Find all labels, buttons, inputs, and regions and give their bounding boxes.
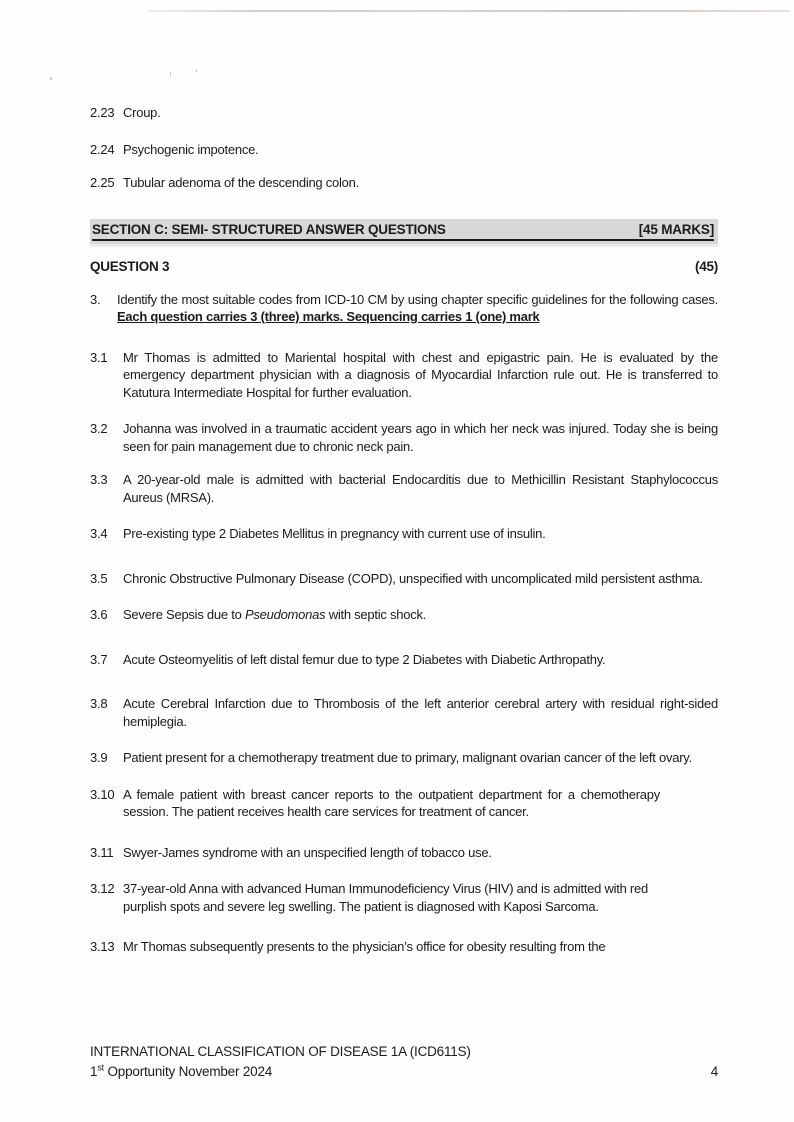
item-text: Patient present for a chemotherapy treatment due to primary, malignant ovarian cancer of the left ovary. [123, 750, 692, 765]
section-header-bar [90, 219, 718, 245]
question-item-3-11 [90, 844, 718, 862]
item-number: 2.25 [90, 175, 115, 190]
question-item-3-6 [90, 606, 718, 624]
scan-speck [196, 69, 197, 72]
question-heading [90, 258, 718, 276]
scan-artifact-line [148, 10, 790, 12]
question-title: QUESTION 3 [90, 259, 170, 274]
footer-opportunity-rest: Opportunity November 2024 [103, 1064, 273, 1079]
intro-text-plain: Identify the most suitable codes from ICD-10 CM by using chapter specific guidelines for the following cases. [117, 291, 718, 307]
item-text: Pre-existing type 2 Diabetes Mellitus in pregnancy with current use of insulin. [123, 526, 546, 541]
item-number: 3. [90, 291, 101, 307]
item-text: Psychogenic impotence. [123, 141, 259, 157]
item-text-post: with septic shock. [325, 607, 427, 622]
item-text: A 20-year-old male is admitted with bacterial Endocarditis due to Methicillin Resistant Staphylococcus Aureus (MRSA). [123, 472, 718, 505]
section-header-inner [92, 221, 714, 242]
question-item-3-7 [90, 651, 718, 669]
question-intro [90, 291, 718, 326]
footer-course-title: INTERNATIONAL CLASSIFICATION OF DISEASE 1A (ICD611S) [90, 1044, 471, 1059]
item-text: Tubular adenoma of the descending colon. [123, 175, 359, 190]
item-number: 3.6 [90, 607, 108, 622]
question-item-3-13 [90, 938, 718, 956]
question-item-3-5 [90, 570, 718, 588]
item-text: Johanna was involved in a traumatic accident years ago in which her neck was injured. Today she is being seen for pain management due to chronic neck pain. [123, 421, 718, 454]
item-number: 3.10 [90, 786, 115, 802]
item-number: 3.11 [90, 844, 114, 860]
page-number: 4 [710, 1064, 718, 1079]
item-text: Chronic Obstructive Pulmonary Disease (COPD), unspecified with uncomplicated mild persistent asthma. [123, 570, 703, 586]
item-number: 3.1 [90, 349, 108, 365]
list-item-2-23 [90, 104, 718, 122]
item-text: Acute Cerebral Infarction due to Thrombosis of the left anterior cerebral artery with residual right-sided hemiplegia. [123, 696, 718, 729]
item-number: 3.12 [90, 881, 115, 896]
item-number: 3.4 [90, 526, 108, 541]
footer-row [90, 1062, 718, 1082]
question-item-3-10 [90, 786, 718, 821]
footer-opportunity [90, 1062, 272, 1082]
scan-speck [170, 72, 171, 76]
item-text: A female patient with breast cancer reports to the outpatient department for a chemotherapy session. The patient receives health care services for treatment of cancer. [123, 786, 660, 819]
footer-opportunity-number: 1 [90, 1064, 98, 1079]
item-number: 3.9 [90, 750, 108, 765]
item-text: Acute Osteomyelitis of left distal femur due to type 2 Diabetes with Diabetic Arthropathy. [123, 651, 606, 667]
list-item-2-24 [90, 141, 718, 159]
question-item-3-4 [90, 525, 718, 543]
question-item-3-1 [90, 349, 718, 402]
question-item-3-12 [90, 880, 718, 915]
question-item-3-2 [90, 420, 718, 455]
section-marks: [45 MARKS] [638, 221, 714, 237]
item-number: 3.7 [90, 651, 108, 667]
question-item-3-3 [90, 471, 718, 506]
item-number: 3.13 [90, 939, 115, 954]
item-number: 2.23 [90, 105, 115, 120]
question-marks: (45) [694, 259, 718, 274]
item-text-pre: Severe Sepsis due to [123, 607, 245, 622]
intro-text [117, 291, 718, 326]
item-number: 3.3 [90, 472, 108, 487]
question-item-3-8 [90, 695, 718, 730]
page-footer [90, 1042, 718, 1082]
item-text: Mr Thomas is admitted to Mariental hospital with chest and epigastric pain. He is evaluated by the emergency department physician with a diagnosis of Myocardial Infarction rule out. He is transferred to Katutura Intermediate Hospital for further evaluation. [123, 349, 718, 400]
item-text: Croup. [123, 105, 161, 120]
section-title: SECTION C: SEMI- STRUCTURED ANSWER QUESTIONS [92, 221, 446, 237]
item-number: 3.2 [90, 421, 108, 436]
item-number: 3.5 [90, 570, 108, 586]
item-text: Mr Thomas subsequently presents to the physician’s office for obesity resulting from the [123, 939, 606, 954]
question-item-3-9 [90, 749, 718, 767]
item-text-italic: Pseudomonas [244, 607, 326, 622]
item-number: 3.8 [90, 696, 108, 711]
intro-text-emphasis: Each question carries 3 (three) marks. Sequencing carries 1 (one) mark [117, 309, 540, 324]
item-text [123, 606, 718, 624]
page-content [90, 104, 718, 956]
item-number: 2.24 [90, 141, 115, 157]
list-item-2-25 [90, 174, 718, 192]
scan-speck [49, 77, 52, 81]
footer-opportunity-sup: st [97, 1062, 104, 1073]
item-text: 37-year-old Anna with advanced Human Immunodeficiency Virus (HIV) and is admitted with red purplish spots and severe leg swelling. The patient is diagnosed with Kaposi Sarcoma. [123, 881, 648, 914]
item-text: Swyer-James syndrome with an unspecified length of tobacco use. [123, 844, 492, 860]
